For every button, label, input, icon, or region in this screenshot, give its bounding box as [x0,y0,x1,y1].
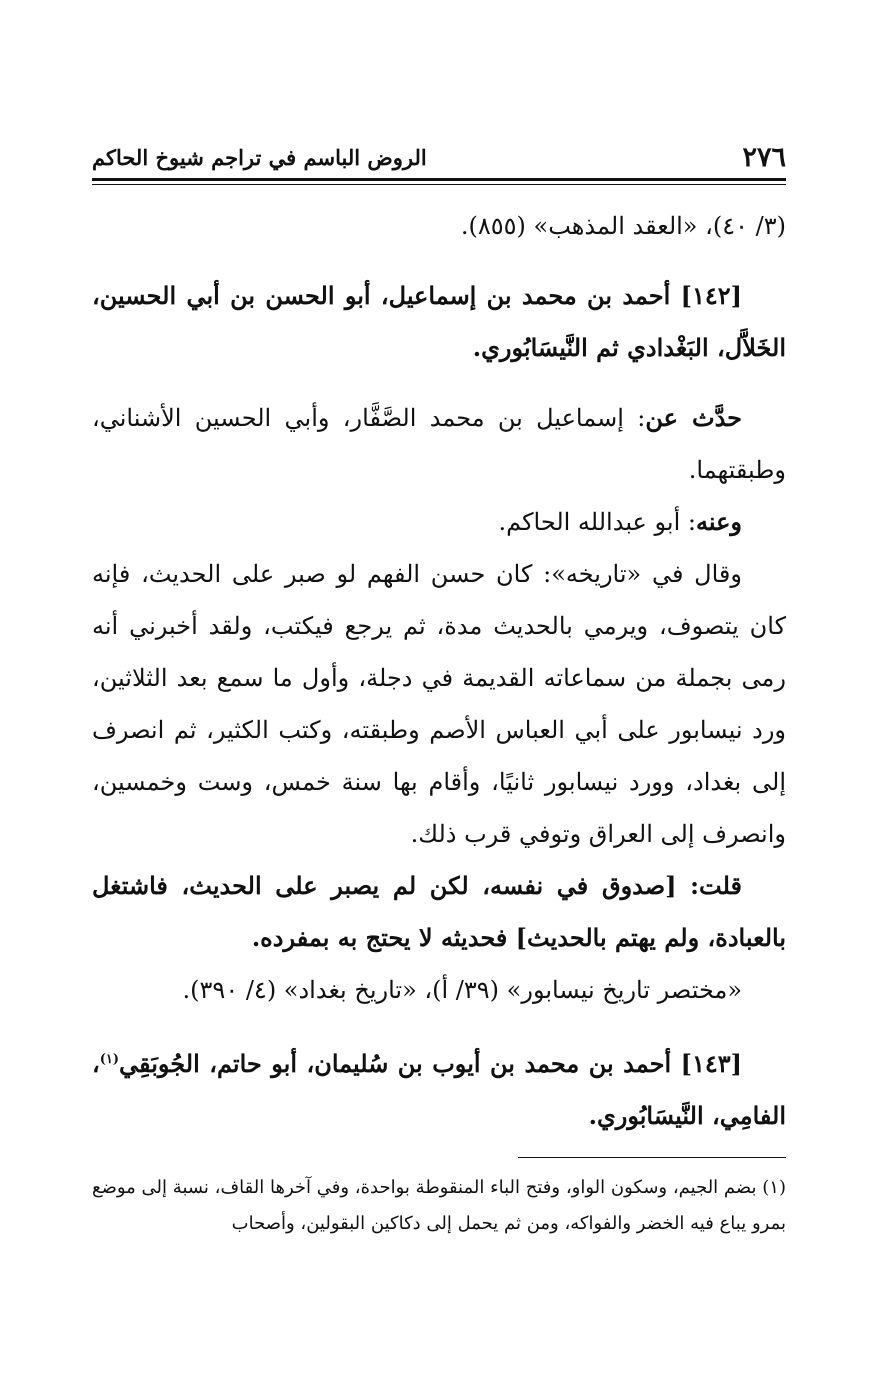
continuation-line: (٣/ ٤٠)، «العقد المذهب» (٨٥٥). [460,212,786,240]
entry-heading-143 [92,1034,786,1142]
footnote-1: (١) بضم الجيم، وسكون الواو، وفتح الباء المنقوطة بواحدة، وفي آخرها القاف، نسبة إلى موضع بمرو يباع فيه الخضر والفواكه، ومن ثم يحمل إلى دكاكين البقولين، وأصحاب [92,1177,786,1234]
footnote-rule [518,1157,786,1158]
qultu-label: قلت [699,871,742,900]
footnotes [92,1170,786,1242]
haddath-text: : إسماعيل بن محمد الصَّفَّار، وأبي الحسين الأشناني، وطبقتهما. [92,404,786,484]
header-rule [92,178,786,181]
haddath-label: حدَّث عن [645,403,742,432]
entry-142-sources: «مختصر تاريخ نيسابور» (٣٩/ أ)، «تاريخ بغداد» (٤/ ٣٩٠). [182,976,742,1004]
entry-142-haddath [92,392,786,496]
qultu-text: : [صدوق في نفسه، لكن لم يصبر على الحديث، فاشتغل بالعبادة، ولم يهتم بالحديث] فحديثه لا يحتج به بمفرده. [92,871,786,952]
entry-143-heading-b: ، الفامِي، النَّيسَابُوري. [92,1049,786,1130]
running-title: الروض الباسم في تراجم شيوخ الحاكم [92,145,427,170]
anhu-text: : أبو عبدالله الحاكم. [498,508,696,536]
entry-143-heading-a: [١٤٣] أحمد بن محمد بن أيوب بن سُليمان، أبو حاتم، الجُوبَقِي [119,1049,742,1078]
page-number: ٢٧٦ [742,142,786,173]
entry-142-anhu [92,496,786,548]
entry-142-qultu [92,860,786,964]
running-header [92,138,786,178]
entry-heading-142: [١٤٢] أحمد بن محمد بن إسماعيل، أبو الحسن بن أبي الحسين، الخَلاَّل، البَغْدادي ثم النَّيسَابُوري. [92,281,786,362]
anhu-label: وعنه [695,507,742,536]
header-rule-thin [92,184,786,185]
entry-142-qala: وقال في «تاريخه»: كان حسن الفهم لو صبر على الحديث، فإنه كان يتصوف، ويرمي بالحديث مدة، ثم يرجع فيكتب، ولقد أخبرني أنه رمى بجملة من سماعاته القديمة في دجلة، وأول ما سمع بعد الثلاثين، ورد نيسابور على أبي العباس الأصم وطبقته، وكتب الكثير، ثم انصرف إلى بغداد، وورد نيسابور ثانيًا، وأقام بها سنة خمس، وست وخمسين، وانصرف إلى العراق وتوفي قرب ذلك. [92,560,786,848]
book-page [92,0,786,1386]
footnote-mark[interactable]: (١) [99,1052,120,1067]
main-text [92,200,786,1142]
